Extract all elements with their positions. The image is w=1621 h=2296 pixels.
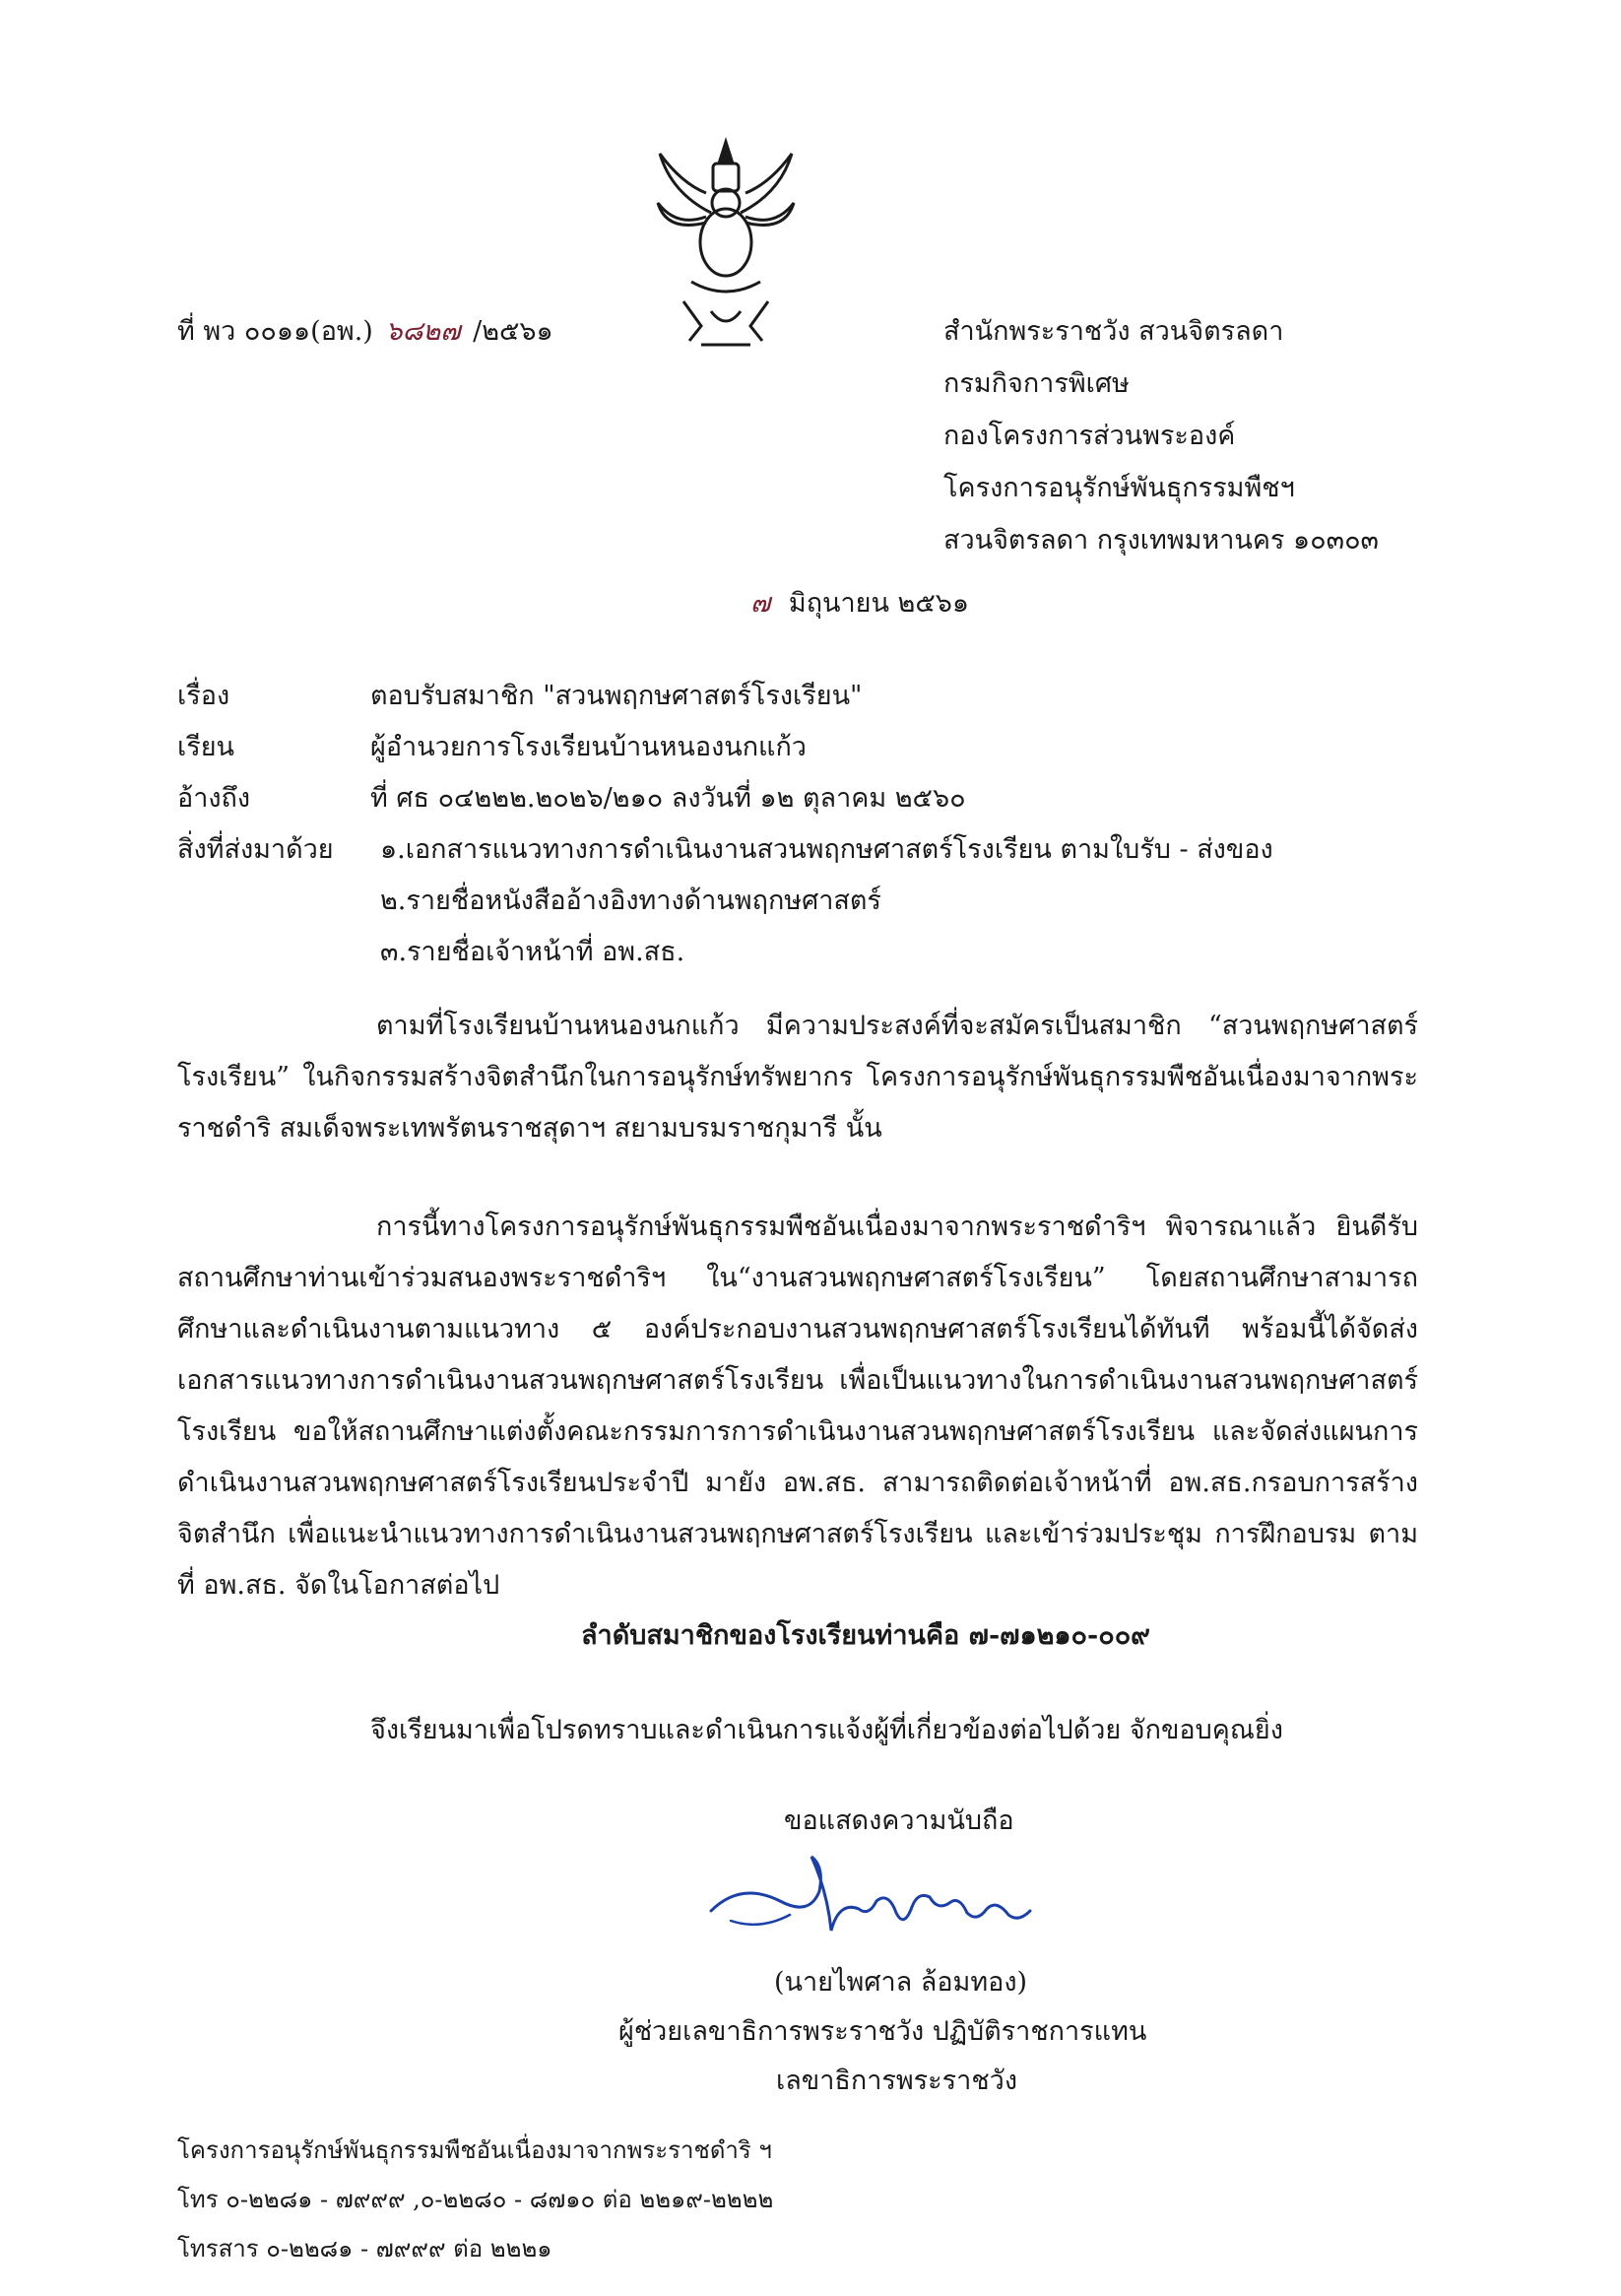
reference-label: อ้างถึง: [177, 783, 251, 814]
enclosure-row: [177, 831, 1273, 883]
footer-phone: โทร ๐-๒๒๘๑ - ๗๙๙๙ ,๐-๒๒๘๐ - ๘๗๑๐ ต่อ ๒๒๑๙-๒๒๒๒: [177, 2186, 774, 2213]
address-line: สำนักพระราชวัง สวนจิตรลดา: [943, 316, 1284, 347]
enclosure-row: [177, 883, 1273, 934]
letter-header: [177, 678, 1273, 985]
reference-text: ที่ ศธ ๐๔๒๒๒.๒๐๒๖/๒๑๐ ลงวันที่ ๑๒ ตุลาคม ๒๕๖๐: [370, 783, 966, 814]
letter-footer: [177, 2132, 773, 2279]
ref-prefix: ที่ พว ๐๐๑๑(อพ.): [177, 316, 373, 347]
recipient-text: ผู้อำนวยการโรงเรียนบ้านหนองนกแก้ว: [370, 732, 807, 762]
address-line: โครงการอนุรักษ์พันธุกรรมพืชฯ: [943, 473, 1295, 503]
recipient-label: เรียน: [177, 732, 235, 762]
footer-office: โครงการอนุรักษ์พันธุกรรมพืชอันเนื่องมาจากพระราชดำริ ฯ: [177, 2136, 772, 2164]
address-line: สวนจิตรลดา กรุงเทพมหานคร ๑๐๓๐๓: [943, 525, 1380, 556]
enclosure-label: สิ่งที่ส่งมาด้วย: [177, 834, 334, 865]
signature-image: [701, 1852, 1056, 1960]
signatory-name: (นายไพศาล ล้อมทอง): [774, 1967, 1028, 1998]
subject-row: [177, 678, 1273, 729]
salutation: ขอแสดงความนับถือ: [784, 1805, 1014, 1836]
member-number: ลำดับสมาชิกของโรงเรียนท่านคือ ๗-๗๑๒๑๐-๐๐๙: [581, 1620, 1150, 1651]
body-paragraph-2: [177, 1202, 1418, 1611]
enclosure-item: ๑.เอกสารแนวทางการดำเนินงานสวนพฤกษศาสตร์โรงเรียน ตามใบรับ - ส่งของ: [380, 834, 1273, 865]
enclosure-item: ๒.รายชื่อหนังสืออ้างอิงทางด้านพฤกษศาสตร์: [380, 886, 881, 916]
ref-handwritten-number: ๖๘๒๗: [385, 316, 461, 347]
garuda-emblem-icon: [652, 134, 800, 356]
enclosure-row: [177, 934, 1273, 985]
body-paragraph-1: [177, 1001, 1418, 1154]
signatory-position-2: เลขาธิการพระราชวัง: [776, 2066, 1018, 2096]
ref-suffix: /๒๕๖๑: [473, 316, 553, 347]
letter-date: [750, 585, 969, 623]
paragraph-text: การนี้ทางโครงการอนุรักษ์พันธุกรรมพืชอันเนื่องมาจากพระราชดำริฯ พิจารณาแล้ว ยินดีรับสถานศึกษาท่านเข้าร่วมสนองพระราชดำริฯ ใน“งานสวนพฤกษศาสตร์โรงเรียน” โดยสถานศึกษาสามารถศึกษาและดำเนินงานตามแนวทาง ๕ องค์ประกอบงานสวนพฤกษศาสตร์โรงเรียนได้ทันที พร้อมนี้ได้จัดส่งเอกสารแนวทางการดำเนินงานสวนพฤกษศาสตร์โรงเรียน เพื่อเป็นแนวทางในการดำเนินงานสวนพฤกษศาสตร์โรงเรียน ขอให้สถานศึกษาแต่งตั้งคณะกรรมการการดำเนินงานสวนพฤกษศาสตร์โรงเรียน และจัดส่งแผนการดำเนินงานสวนพฤกษศาสตร์โรงเรียนประจำปี มายัง อพ.สธ. สามารถติดต่อเจ้าหน้าที่ อพ.สธ.กรอบการสร้างจิตสำนึก เพื่อแนะนำแนวทางการดำเนินงานสวนพฤกษศาสตร์โรงเรียน และเข้าร่วมประชุม การฝึกอบรม ตามที่ อพ.สธ. จัดในโอกาสต่อไป: [177, 1212, 1418, 1601]
date-day: ๗: [750, 588, 771, 619]
sender-address: [943, 313, 1379, 574]
subject-label: เรื่อง: [177, 681, 230, 711]
address-line: กองโครงการส่วนพระองค์: [943, 421, 1236, 451]
document-ref-no: [177, 313, 553, 351]
subject-text: ตอบรับสมาชิก "สวนพฤกษศาสตร์โรงเรียน": [370, 681, 863, 711]
paragraph-text: ตามที่โรงเรียนบ้านหนองนกแก้ว มีความประสงค์ที่จะสมัครเป็นสมาชิก “สวนพฤกษศาสตร์โรงเรียน” ในกิจกรรมสร้างจิตสำนึกในการอนุรักษ์ทรัพยากร โครงการอนุรักษ์พันธุกรรมพืชอันเนื่องมาจากพระราชดำริ สมเด็จพระเทพรัตนราชสุดาฯ สยามบรมราชกุมารี นั้น: [177, 1011, 1418, 1144]
date-month-year: มิถุนายน ๒๕๖๑: [788, 588, 970, 619]
address-line: กรมกิจการพิเศษ: [943, 368, 1130, 399]
enclosure-item: ๓.รายชื่อเจ้าหน้าที่ อพ.สธ.: [380, 937, 685, 967]
signatory-position: ผู้ช่วยเลขาธิการพระราชวัง ปฏิบัติราชการแทน: [618, 2016, 1147, 2047]
closing-sentence: จึงเรียนมาเพื่อโปรดทราบและดำเนินการแจ้งผู้ที่เกี่ยวข้องต่อไปด้วย จักขอบคุณยิ่ง: [370, 1715, 1283, 1745]
reference-row: [177, 780, 1273, 831]
recipient-row: [177, 729, 1273, 780]
footer-fax: โทรสาร ๐-๒๒๘๑ - ๗๙๙๙ ต่อ ๒๒๒๑: [177, 2235, 552, 2263]
